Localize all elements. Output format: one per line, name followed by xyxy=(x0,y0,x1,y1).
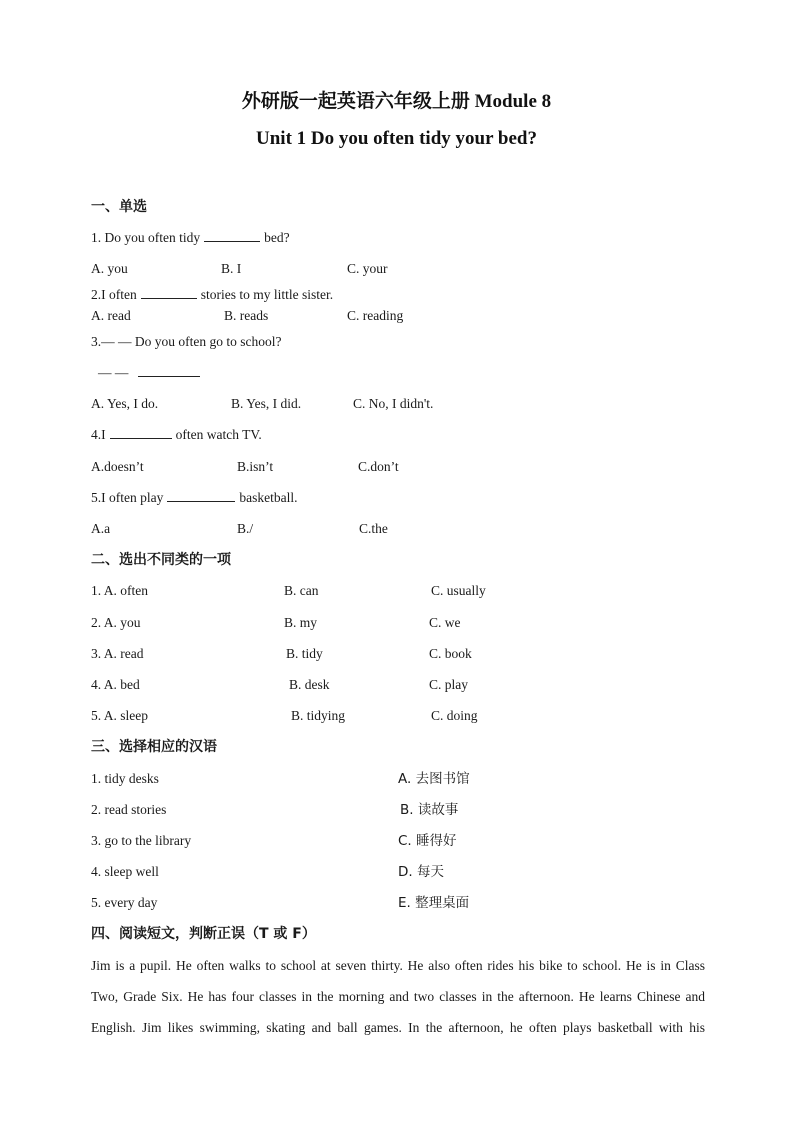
odd-one-out-option-c: C. book xyxy=(429,646,472,661)
english-phrase: 5. every day xyxy=(91,895,158,910)
dialogue-dash: — — xyxy=(98,365,129,380)
question-4 xyxy=(91,426,262,444)
option-a: A.doesn’t xyxy=(91,459,144,474)
option-b: B. reads xyxy=(224,308,269,323)
english-phrase: 3. go to the library xyxy=(91,833,192,848)
odd-one-out-option-a: 2. A. you xyxy=(91,615,141,630)
question-text: often watch TV. xyxy=(175,427,262,442)
option-c: C. No, I didn't. xyxy=(353,396,434,411)
english-phrase: 1. tidy desks xyxy=(91,771,159,786)
option-b: B./ xyxy=(237,521,254,536)
odd-one-out-option-a: 1. A. often xyxy=(91,583,148,598)
english-phrase: 4. sleep well xyxy=(91,864,159,879)
option-a: A. you xyxy=(91,261,128,276)
option-c: C. reading xyxy=(347,308,404,323)
reading-passage-line: Two, Grade Six. He has four classes in the morning and two classes in the afternoon. He learns Chinese and xyxy=(91,989,705,1004)
option-b: B.isn’t xyxy=(237,459,274,474)
section-heading-odd-one-out: 二、选出不同类的一项 xyxy=(91,552,231,568)
question-3: 3.— — Do you often go to school? xyxy=(91,334,282,349)
question-2 xyxy=(91,286,333,304)
answer-blank xyxy=(138,364,200,377)
odd-one-out-option-b: B. desk xyxy=(289,677,330,692)
option-c: C.don’t xyxy=(358,459,399,474)
question-text: 5.I often play xyxy=(91,490,164,505)
question-text: 4.I xyxy=(91,427,106,442)
odd-one-out-option-b: B. my xyxy=(284,615,318,630)
question-text: 2.I often xyxy=(91,287,137,302)
answer-blank xyxy=(110,426,172,439)
odd-one-out-option-c: C. doing xyxy=(431,708,478,723)
question-text: basketball. xyxy=(239,490,298,505)
english-phrase: 2. read stories xyxy=(91,802,167,817)
option-b: B. I xyxy=(221,261,242,276)
odd-one-out-option-b: B. tidy xyxy=(286,646,323,661)
document-title: 外研版一起英语六年级上册 Module 8 xyxy=(241,91,552,112)
odd-one-out-option-c: C. we xyxy=(429,615,461,630)
odd-one-out-option-b: B. can xyxy=(284,583,319,598)
question-text: 1. Do you often tidy xyxy=(91,230,201,245)
chinese-meaning: C. 睡得好 xyxy=(398,833,457,849)
answer-blank xyxy=(204,229,260,242)
chinese-meaning: B. 读故事 xyxy=(400,802,459,818)
chinese-meaning: E. 整理桌面 xyxy=(398,895,470,911)
question-5 xyxy=(91,489,297,507)
question-3-reply xyxy=(98,364,204,382)
question-1 xyxy=(91,229,290,247)
chinese-meaning: A. 去图书馆 xyxy=(398,771,470,787)
section-heading-match-chinese: 三、选择相应的汉语 xyxy=(91,739,217,755)
chinese-meaning: D. 每天 xyxy=(398,864,444,880)
document-subtitle: Unit 1 Do you often tidy your bed? xyxy=(256,128,537,149)
odd-one-out-option-b: B. tidying xyxy=(291,708,346,723)
reading-passage-line: English. Jim likes swimming, skating and ball games. In the afternoon, he often plays basketball with his xyxy=(91,1020,705,1035)
question-text: bed? xyxy=(264,230,290,245)
option-c: C. your xyxy=(347,261,388,276)
option-a: A.a xyxy=(91,521,111,536)
option-a: A. read xyxy=(91,308,131,323)
option-c: C.the xyxy=(359,521,388,536)
answer-blank xyxy=(167,489,235,502)
odd-one-out-option-a: 3. A. read xyxy=(91,646,144,661)
odd-one-out-option-c: C. play xyxy=(429,677,468,692)
section-heading-reading-true-false: 四、阅读短文，判断正误（T 或 F） xyxy=(91,926,316,942)
odd-one-out-option-c: C. usually xyxy=(431,583,486,598)
section-heading-single-choice: 一、单选 xyxy=(91,199,147,215)
reading-passage-line: Jim is a pupil. He often walks to school at seven thirty. He also often rides his bike to school. He is in Class xyxy=(91,958,705,973)
odd-one-out-option-a: 5. A. sleep xyxy=(91,708,148,723)
option-a: A. Yes, I do. xyxy=(91,396,159,411)
option-b: B. Yes, I did. xyxy=(231,396,302,411)
odd-one-out-option-a: 4. A. bed xyxy=(91,677,140,692)
question-text: stories to my little sister. xyxy=(200,287,334,302)
answer-blank xyxy=(141,286,197,299)
